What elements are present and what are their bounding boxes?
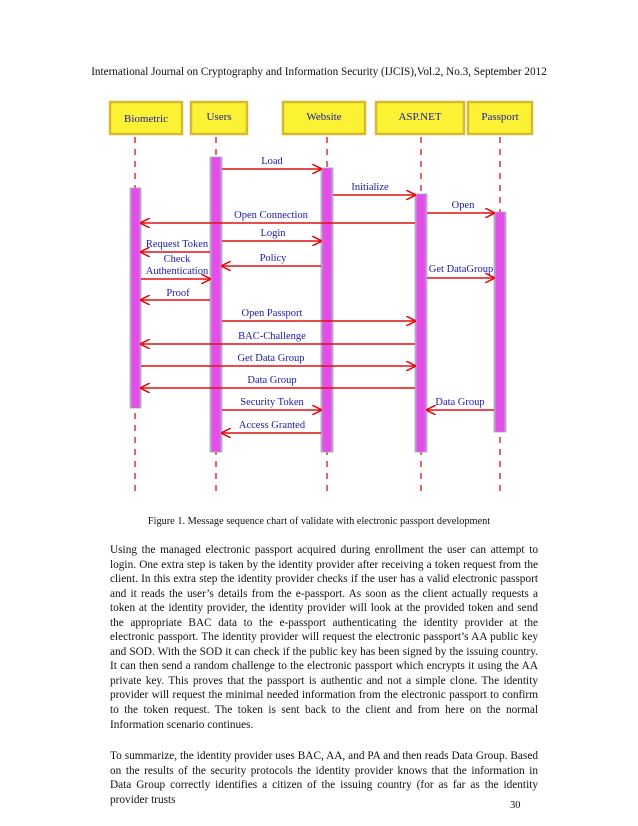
participant-label-users: Users: [206, 111, 232, 123]
activation-aspnet: [415, 194, 427, 452]
participants: [110, 102, 532, 134]
participant-label-passport: Passport: [481, 111, 519, 123]
message-arrows: [141, 169, 494, 433]
participant-label-biometric: Biometric: [124, 113, 168, 125]
figure-caption: Figure 1. Message sequence chart of validate with electronic passport development: [147, 516, 491, 527]
message-labels: [146, 156, 493, 431]
message-get-datagroup: Get DataGroup: [428, 264, 494, 275]
message-data-group-right: Data Group: [435, 397, 485, 408]
message-login: Login: [260, 228, 286, 239]
activation-website: [321, 168, 333, 452]
message-initialize: Initialize: [351, 182, 389, 193]
message-open-passport: Open Passport: [241, 308, 303, 319]
message-get-data-group: Get Data Group: [237, 353, 305, 364]
lifelines: [135, 137, 500, 492]
body-paragraph-1: [110, 543, 538, 732]
message-proof: Proof: [166, 288, 190, 299]
message-open-connection: Open Connection: [234, 210, 308, 221]
paragraph-text: To summarize, the identity provider uses BAC, AA, and PA and then reads Data Group. Based on the results of the security protocols the identity provider knows that the information in Data Group correctly identifies a citizen of the issuing country (for as far as the identity provider trusts: [110, 750, 538, 806]
message-authentication: Authentication: [145, 266, 209, 277]
participant-label-aspnet: ASP.NET: [398, 111, 442, 123]
message-security-token: Security Token: [240, 397, 304, 408]
body-paragraph-2: [110, 749, 538, 807]
message-data-group-left: Data Group: [247, 375, 297, 386]
activation-users: [210, 157, 222, 452]
message-access-granted: Access Granted: [238, 420, 306, 431]
running-header: International Journal on Cryptography and Information Security (IJCIS),Vol.2, No.3, September 2012: [91, 66, 547, 78]
activation-biometric: [130, 188, 141, 408]
activation-passport: [494, 212, 506, 432]
message-check: Check: [163, 254, 191, 265]
paragraph-text: Using the managed electronic passport acquired during enrollment the user can attempt to login. One extra step is taken by the identity provider after receiving a token request from the client. In this extra step the identity provider checks if the user has a valid electronic passport and it reads the user’s details from the e-passport. As soon as the client actually requests a token at the identity provider, the identity provider will look at the provided token and send the appropriate BAC data to the e-passport authenticating the identity provider at the electronic passport. The identity provider will request the electronic passport’s AA public key and SOD. With the SOD it can check if the public key has been signed by the issuing country. It can then send a random challenge to the electronic passport which encrypts it using the AA private key. This proves that the passport is authentic and not a simple clone. The identity provider will request the minimal needed information from the electronic passport to confirm to the token request. The token is sent back to the client and from here on the normal Information scenario continues.: [110, 544, 538, 731]
message-open: Open: [451, 200, 475, 211]
participant-label-website: Website: [306, 111, 342, 123]
page-number: 30: [510, 800, 521, 811]
message-request-token: Request Token: [145, 239, 209, 250]
message-bac-challenge: BAC-Challenge: [238, 331, 306, 342]
message-load: Load: [261, 156, 283, 167]
message-policy: Policy: [259, 253, 287, 264]
